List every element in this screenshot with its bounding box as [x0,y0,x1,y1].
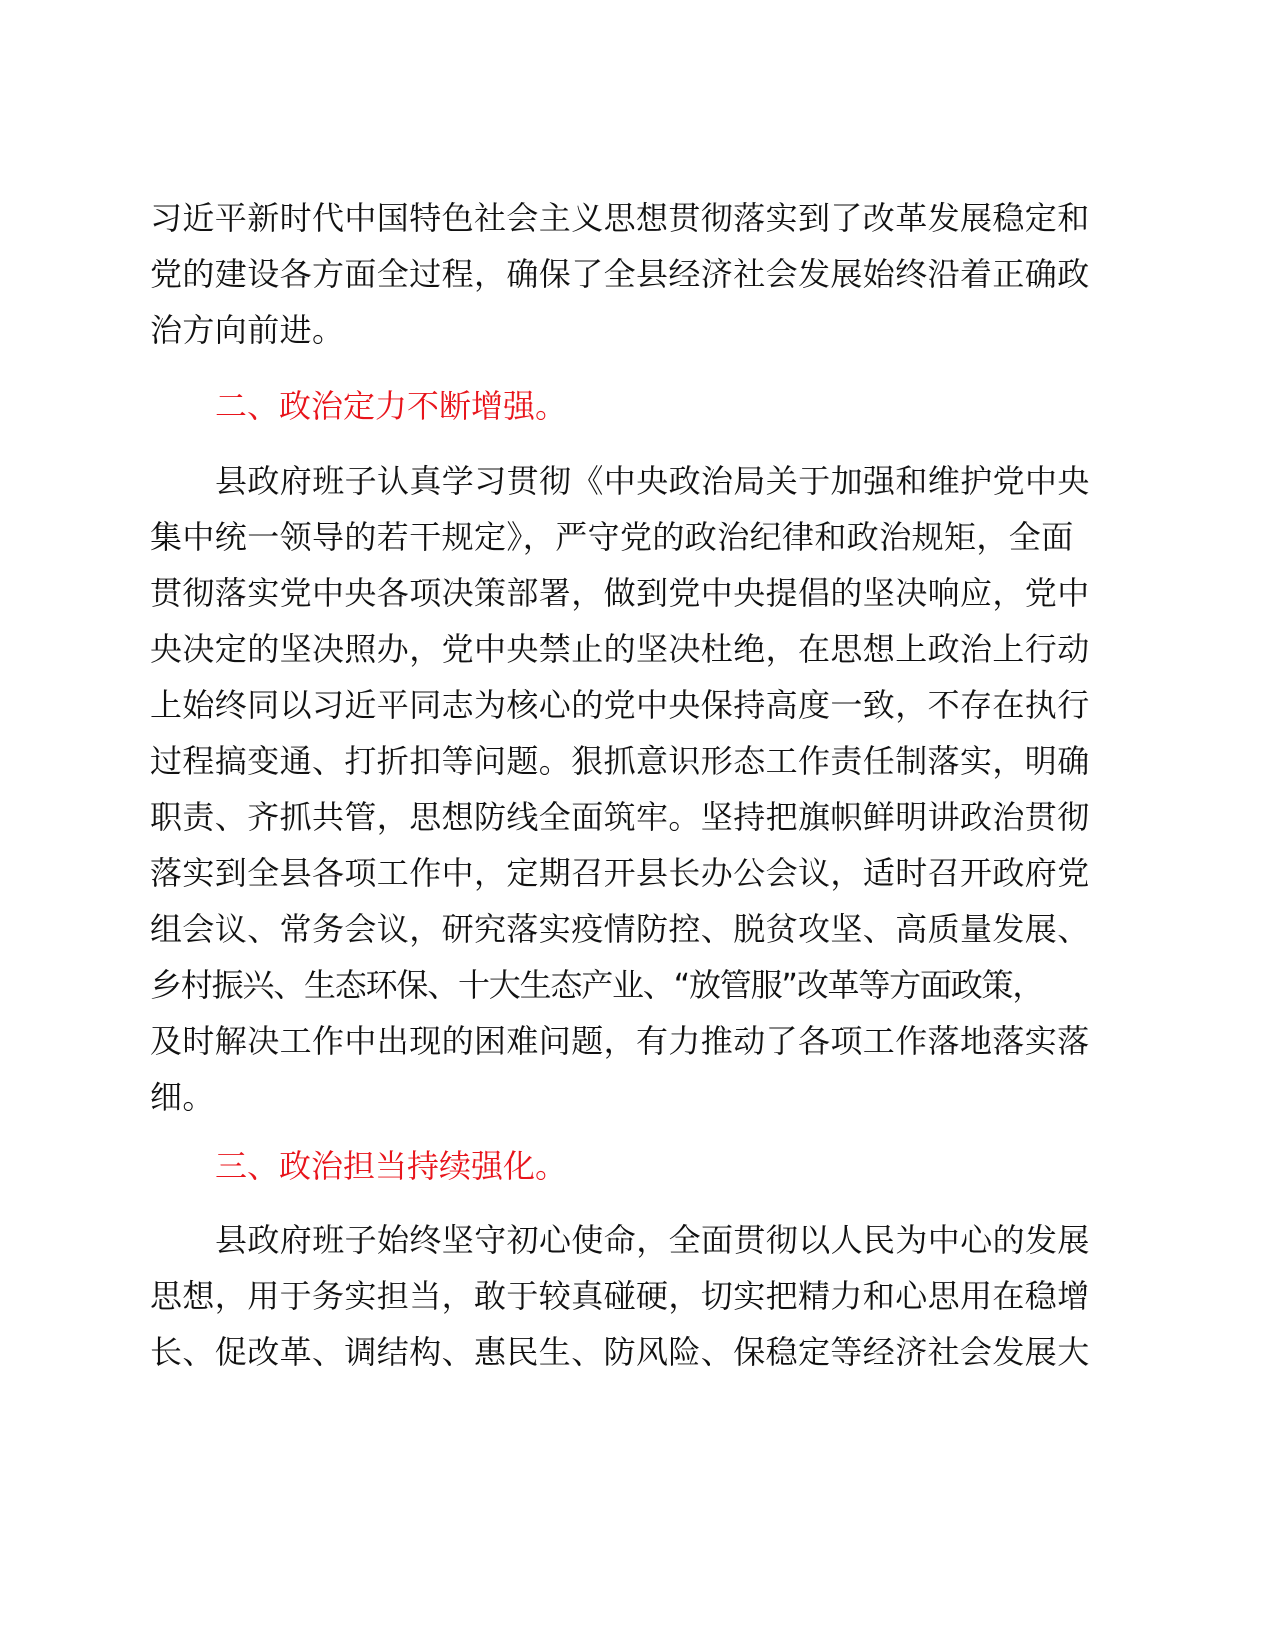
section2-line-10: 乡村振兴、生态环保、十大生态产业、“放管服”改革等方面政策， [150,966,1044,1004]
section2-line-3: 贯彻落实党中央各项决策部署，做到党中央提倡的坚决响应，党中 [150,574,1090,612]
section2-line-12: 细。 [150,1078,215,1116]
section2-line-5: 上始终同以习近平同志为核心的党中央保持高度一致，不存在执行 [150,686,1090,724]
intro-line-2: 党的建设各方面全过程，确保了全县经济社会发展始终沿着正确政 [150,255,1090,293]
intro-line-3: 治方向前进。 [150,311,345,349]
section2-line-9: 组会议、常务会议，研究落实疫情防控、脱贫攻坚、高质量发展、 [150,910,1090,948]
section2-line-8: 落实到全县各项工作中，定期召开县长办公会议，适时召开政府党 [150,854,1090,892]
intro-paragraph [150,190,1130,358]
section3-line-2: 思想，用于务实担当，敢于较真碰硬，切实把精力和心思用在稳增 [150,1277,1090,1315]
section3-line-1: 县政府班子始终坚守初心使命，全面贯彻以人民为中心的发展 [215,1221,1090,1259]
section-heading-3: 三、政治担当持续强化。 [215,1147,568,1185]
section2-paragraph [150,453,1130,1125]
section-heading-2: 二、政治定力不断增强。 [215,387,568,425]
section3-line-3: 长、促改革、调结构、惠民生、防风险、保稳定等经济社会发展大 [150,1333,1090,1371]
section2-line-4: 央决定的坚决照办，党中央禁止的坚决杜绝，在思想上政治上行动 [150,630,1090,668]
section2-line-6: 过程搞变通、打折扣等问题。狠抓意识形态工作责任制落实，明确 [150,742,1090,780]
section2-line-11: 及时解决工作中出现的困难问题，有力推动了各项工作落地落实落 [150,1022,1090,1060]
section2-line-2: 集中统一领导的若干规定》，严守党的政治纪律和政治规矩，全面 [150,518,1074,556]
intro-line-1: 习近平新时代中国特色社会主义思想贯彻落实到了改革发展稳定和 [150,199,1090,237]
section3-paragraph [150,1212,1130,1380]
section2-line-7: 职责、齐抓共管，思想防线全面筑牢。坚持把旗帜鲜明讲政治贯彻 [150,798,1090,836]
section2-line-1: 县政府班子认真学习贯彻《中央政治局关于加强和维护党中央 [215,462,1090,500]
